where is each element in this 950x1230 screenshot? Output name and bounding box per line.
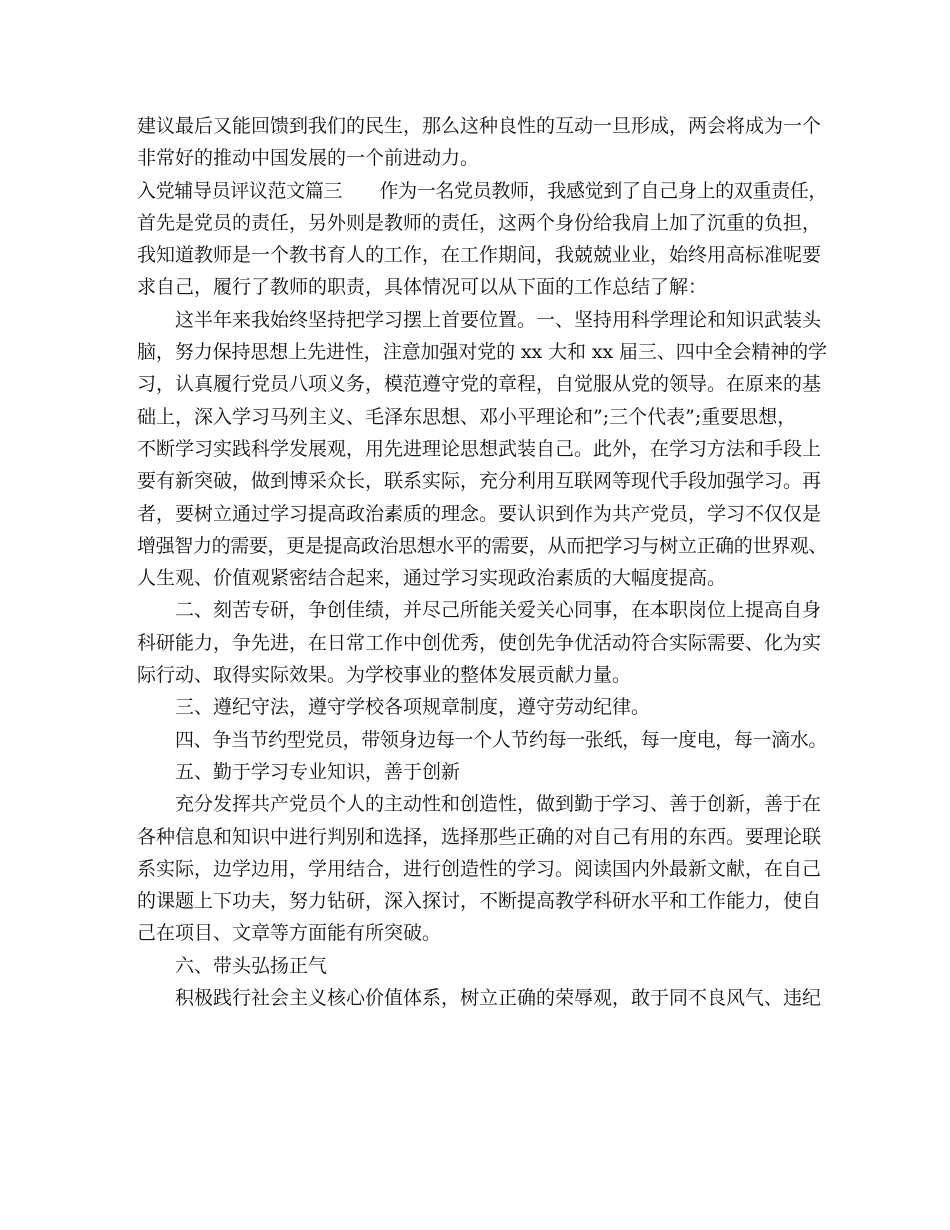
- text-line: 要有新突破，做到博采众长，联系实际，充分利用互联网等现代手段加强学习。再: [137, 470, 822, 493]
- text-line: 我知道教师是一个教书育人的工作，在工作期间，我兢兢业业，始终用高标准呢要: [137, 244, 822, 267]
- text-line: 五、勤于学习专业知识，善于创新: [175, 760, 461, 783]
- text-line: 脑，努力保持思想上先进性，注意加强对党的 xx 大和 xx 届三、四中全会精神的学: [137, 341, 827, 364]
- text-line: 这半年来我始终坚持把学习摆上首要位置。一、坚持用科学理论和知识武装头: [175, 308, 822, 331]
- text-line: 者，要树立通过学习提高政治素质的理念。要认识到作为共产党员，学习不仅仅是: [137, 502, 822, 525]
- document-body: [137, 110, 827, 1014]
- text-line: 础上，深入学习马列主义、毛泽东思想、邓小平理论和”;三个代表”;重要思想，: [137, 405, 797, 428]
- text-line: 不断学习实践科学发展观，用先进理论思想武装自己。此外，在学习方法和手段上: [137, 437, 822, 460]
- text-line: 非常好的推动中国发展的一个前进动力。: [137, 147, 480, 170]
- text-line: 科研能力，争先进，在日常工作中创优秀，使创先争优活动符合实际需要、化为实: [137, 631, 822, 654]
- text-line: 六、带头弘扬正气: [175, 954, 328, 977]
- text-line: 首先是党员的责任，另外则是教师的责任，这两个身份给我肩上加了沉重的负担，: [137, 211, 822, 234]
- text-line: 积极践行社会主义核心价值体系，树立正确的荣辱观，敢于同不良风气、违纪: [175, 987, 822, 1010]
- text-line: 的课题上下功夫，努力钻研，深入探讨，不断提高教学科研水平和工作能力，使自: [137, 890, 822, 913]
- text-line: 三、遵纪守法，遵守学校各项规章制度，遵守劳动纪律。: [175, 696, 651, 719]
- text-line: 入党辅导员评议范文篇三 作为一名党员教师，我感觉到了自己身上的双重责任，: [137, 179, 828, 202]
- text-line: 四、争当节约型党员，带领身边每一个人节约每一张纸，每一度电，每一滴水。: [175, 728, 828, 751]
- text-line: 增强智力的需要，更是提高政治思想水平的需要，从而把学习与树立正确的世界观、: [137, 534, 828, 557]
- text-line: 各种信息和知识中进行判别和选择，选择那些正确的对自己有用的东西。要理论联: [137, 825, 822, 848]
- text-line: 充分发挥共产党员个人的主动性和创造性，做到勤于学习、善于创新，善于在: [175, 793, 822, 816]
- text-line: 习，认真履行党员八项义务，模范遵守党的章程，自觉服从党的领导。在原来的基: [137, 373, 822, 396]
- text-line: 建议最后又能回馈到我们的民生，那么这种良性的互动一旦形成，两会将成为一个: [137, 115, 822, 137]
- text-line: 二、刻苦专研，争创佳绩，并尽己所能关爱关心同事，在本职岗位上提高自身: [175, 599, 822, 622]
- text-line: 系实际，边学边用，学用结合，进行创造性的学习。阅读国内外最新文献，在自己: [137, 857, 822, 880]
- text-line: 际行动、取得实际效果。为学校事业的整体发展贡献力量。: [137, 664, 632, 687]
- text-line: 己在项目、文章等方面能有所突破。: [137, 922, 442, 945]
- text-line: 求自己，履行了教师的职责，具体情况可以从下面的工作总结了解：: [137, 276, 708, 299]
- text-line: 人生观、价值观紧密结合起来，通过学习实现政治素质的大幅度提高。: [137, 567, 727, 590]
